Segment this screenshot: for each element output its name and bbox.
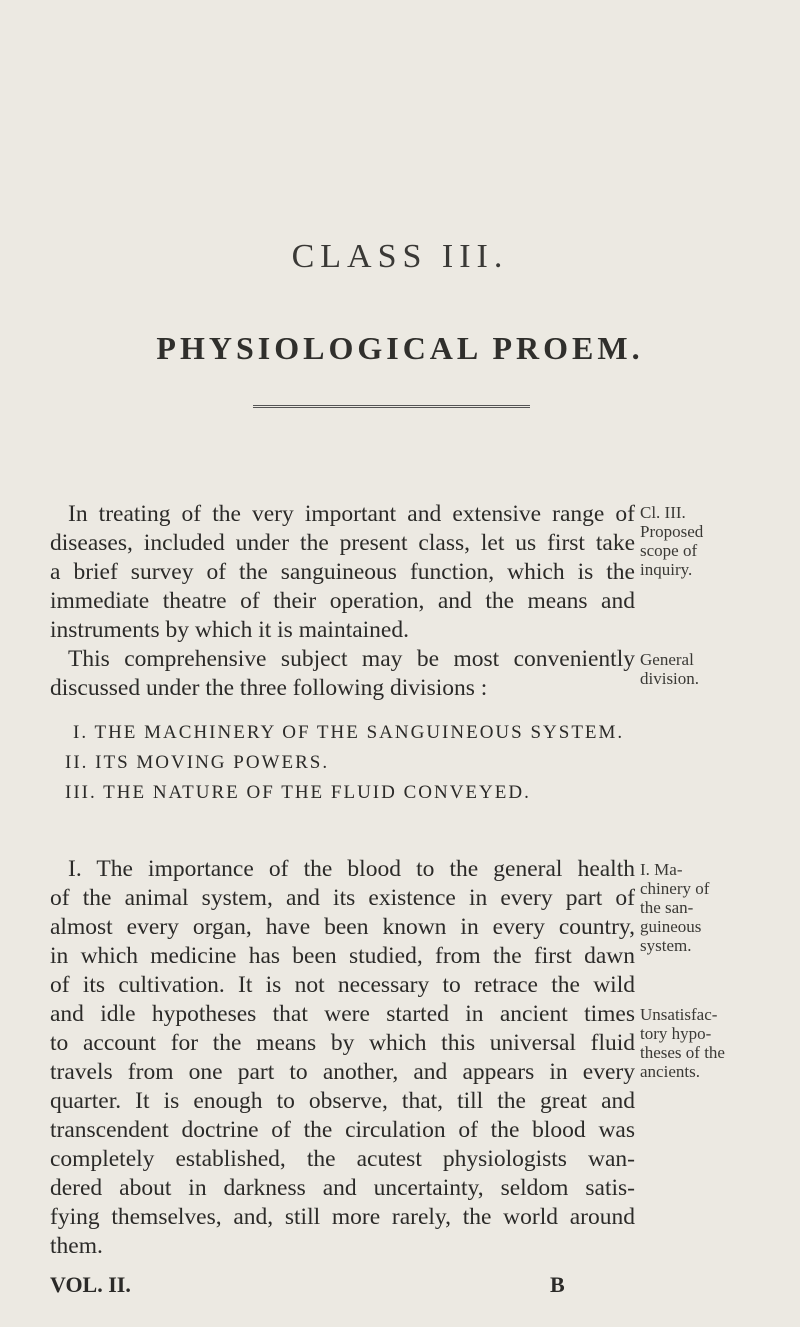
- text-line: travels from one part to another, and appears in every: [50, 1059, 635, 1085]
- page-footer: [50, 1272, 650, 1298]
- signature-mark: B: [550, 1272, 565, 1297]
- margin-note-line: ancients.: [640, 1062, 700, 1081]
- text-line: I. The importance of the blood to the general health: [68, 856, 635, 882]
- text-line: dered about in darkness and uncertainty, seldom satis-: [50, 1175, 635, 1201]
- proem-title: PHYSIOLOGICAL PROEM.: [156, 330, 644, 366]
- margin-note-line: guineous: [640, 917, 702, 936]
- text-line: of the animal system, and its existence in every part of: [50, 885, 635, 911]
- margin-note-line: theses of the: [640, 1043, 725, 1062]
- text-line: a brief survey of the sanguineous function, which is the: [50, 559, 635, 585]
- text-line: to account for the means by which this universal fluid: [50, 1030, 635, 1056]
- margin-note-line: Unsatisfac-: [640, 1005, 718, 1024]
- title-divider: [253, 405, 530, 408]
- margin-note-hypotheses: [640, 1005, 790, 1081]
- text-line: transcendent doctrine of the circulation of the blood was: [50, 1117, 635, 1143]
- margin-note-line: division.: [640, 669, 700, 688]
- text-line: in which medicine has been studied, from the first dawn: [50, 943, 635, 969]
- class-heading: CLASS III.: [291, 238, 509, 275]
- margin-note-line: scope of: [640, 541, 698, 560]
- paragraph-divisions-intro: [50, 645, 635, 703]
- text-line: quarter. It is enough to observe, that, till the great and: [50, 1088, 635, 1114]
- division-item: II. ITS MOVING POWERS.: [65, 752, 330, 773]
- text-line: In treating of the very important and extensive range of: [68, 501, 635, 527]
- margin-note-line: the san-: [640, 898, 694, 917]
- text-line: fying themselves, and, still more rarely, the world around: [50, 1204, 635, 1230]
- paragraph-intro: [50, 500, 635, 645]
- text-line: instruments by which it is maintained.: [50, 617, 409, 643]
- text-line: immediate theatre of their operation, and the means and: [50, 588, 635, 614]
- margin-note-line: Proposed: [640, 522, 704, 541]
- division-item: III. THE NATURE OF THE FLUID CONVEYED.: [65, 782, 531, 803]
- margin-note-line: Cl. III.: [640, 503, 686, 522]
- division-item: I. THE MACHINERY OF THE SANGUINEOUS SYSTEM.: [73, 722, 625, 743]
- text-line: and idle hypotheses that were started in ancient times: [50, 1001, 635, 1027]
- text-line: completely established, the acutest physiologists wan-: [50, 1146, 635, 1172]
- text-line: This comprehensive subject may be most conveniently: [68, 646, 635, 672]
- divisions-list: [65, 718, 745, 808]
- margin-note-general: [640, 650, 790, 688]
- volume-label: VOL. II.: [50, 1272, 131, 1297]
- margin-note-line: system.: [640, 936, 692, 955]
- text-line: discussed under the three following divisions :: [50, 675, 488, 701]
- text-line: of its cultivation. It is not necessary to retrace the wild: [50, 972, 635, 998]
- margin-note-machinery: [640, 860, 790, 955]
- margin-note-line: chinery of: [640, 879, 710, 898]
- text-line: almost every organ, have been known in every country,: [50, 914, 635, 940]
- text-line: them.: [50, 1233, 103, 1259]
- margin-note-line: I. Ma-: [640, 860, 683, 879]
- margin-note-line: tory hypo-: [640, 1024, 712, 1043]
- paragraph-machinery: [50, 855, 635, 1261]
- margin-note-scope: [640, 503, 790, 579]
- margin-note-line: General: [640, 650, 694, 669]
- margin-note-line: inquiry.: [640, 560, 693, 579]
- text-line: diseases, included under the present class, let us first take: [50, 530, 635, 556]
